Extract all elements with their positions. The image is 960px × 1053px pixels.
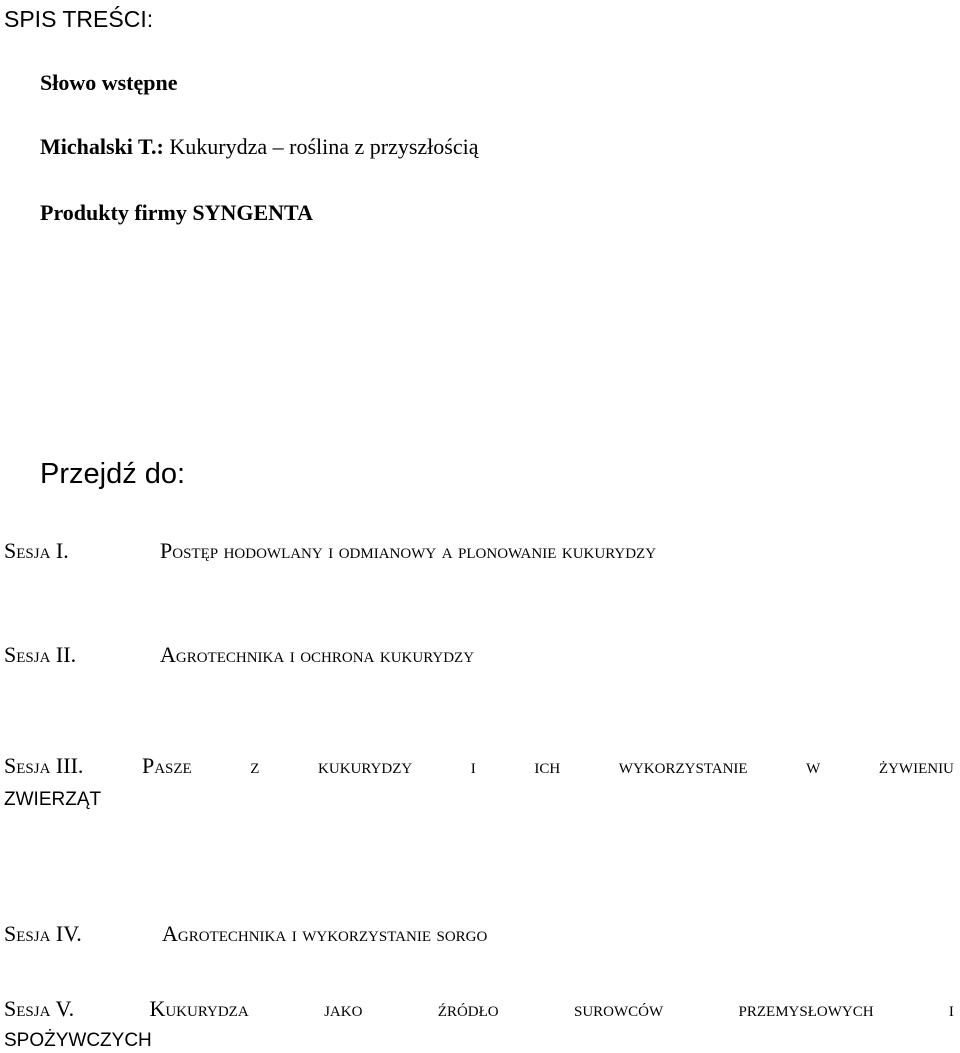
session-3-word: wykorzystanie [618, 753, 748, 778]
session-1-title: Postęp hodowlany i odmianowy a plonowanie kukurydzy [160, 538, 657, 563]
session-2-title-link[interactable] [160, 642, 474, 668]
link-syngenta[interactable] [40, 200, 313, 226]
link-michalski[interactable] [40, 134, 479, 160]
goto-heading: Przejdź do: [40, 458, 186, 490]
toc-heading: SPIS TREŚCI: [4, 6, 154, 32]
session-3-word: z [250, 753, 260, 778]
link-michalski-title: Kukurydza – roślina z przyszłością [163, 134, 479, 159]
session-1-link[interactable] [4, 538, 69, 564]
session-5-word: surowców [573, 996, 664, 1021]
session-1-title-link[interactable] [160, 538, 656, 564]
session-3-word: kukurydzy [318, 753, 413, 778]
session-3-word: i [470, 753, 476, 778]
session-4-link[interactable] [4, 921, 82, 947]
link-foreword-label: Słowo wstępne [40, 70, 178, 95]
session-2-label: Sesja II. [4, 642, 77, 667]
session-4-title-link[interactable] [162, 921, 487, 947]
session-5-label: Sesja V. [4, 996, 75, 1021]
link-syngenta-label: Produkty firmy SYNGENTA [40, 200, 313, 225]
session-4-label: Sesja IV. [4, 921, 82, 946]
session-3-link[interactable] [4, 753, 954, 779]
session-3-label: Sesja III. [4, 753, 84, 778]
session-3-word: Pasze [141, 753, 192, 778]
session-2-link[interactable] [4, 642, 76, 668]
session-5-word: Kukurydza [149, 996, 249, 1021]
session-1-label: Sesja I. [4, 538, 69, 563]
session-4-title: Agrotechnika i wykorzystanie sorgo [162, 921, 488, 946]
session-3-word: w [806, 753, 821, 778]
session-5-word: źródło [437, 996, 499, 1021]
link-michalski-author: Michalski T. [40, 134, 157, 159]
session-5-word: jako [324, 996, 363, 1021]
session-5-link[interactable] [4, 996, 954, 1022]
session-3-word: ich [534, 753, 561, 778]
session-5-word: i [948, 996, 954, 1021]
session-3-word: żywieniu [878, 753, 954, 778]
session-5-title-cont: SPOŻYWCZYCH [4, 1030, 152, 1051]
session-3-title-cont: ZWIERZĄT [4, 789, 102, 810]
session-5-word: przemysłowych [738, 996, 874, 1021]
session-2-title: Agrotechnika i ochrona kukurydzy [160, 642, 475, 667]
link-michalski-sep: : [156, 134, 164, 159]
link-foreword[interactable] [40, 70, 178, 96]
